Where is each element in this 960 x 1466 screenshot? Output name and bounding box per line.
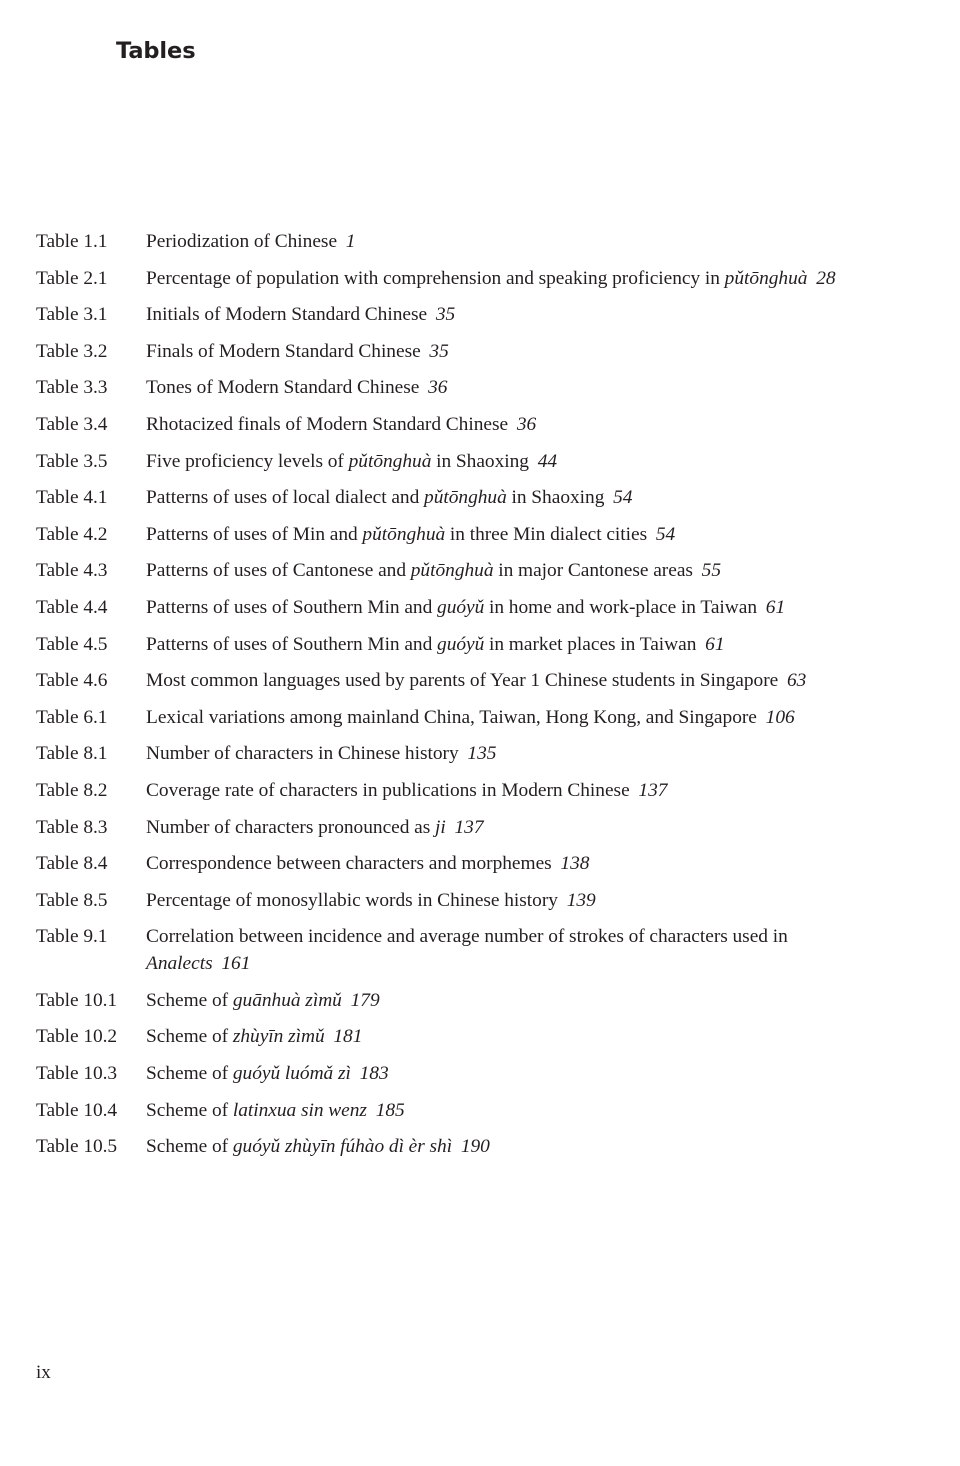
toc-term-roman: Patterns of uses of Cantonese and — [146, 560, 411, 582]
toc-entry-label: Table 8.5 — [36, 889, 108, 911]
toc-entry-description — [146, 228, 836, 255]
toc-term-roman: Correspondence between characters and morphemes — [146, 853, 552, 875]
toc-entry[interactable] — [36, 704, 836, 731]
toc-entry-description — [146, 1060, 836, 1087]
toc-entry-label: Table 3.1 — [36, 304, 108, 326]
toc-entry-page-number: 28 — [816, 267, 836, 289]
toc-entry-page-number: 54 — [655, 523, 676, 545]
toc-term-roman: Most common languages used by parents of Year 1 Chinese students in Singapore — [146, 670, 779, 692]
toc-entry[interactable] — [36, 338, 836, 365]
toc-term-italic: guóyǔ zhùyīn fúhào dì èr shì — [232, 1136, 453, 1158]
toc-term-italic: pǔtōnghuà — [410, 560, 494, 582]
toc-entry-page-number: 106 — [765, 706, 795, 728]
toc-entry-description — [146, 265, 836, 292]
toc-entry-label: Table 10.4 — [36, 1099, 118, 1121]
toc-entry-label: Table 8.1 — [36, 743, 108, 765]
toc-entry[interactable] — [36, 1023, 836, 1050]
toc-entry-page-number: 61 — [765, 596, 786, 618]
toc-entry-label: Table 9.1 — [36, 926, 108, 948]
toc-entry[interactable] — [36, 521, 836, 548]
toc-entry-page-number: 137 — [638, 779, 668, 801]
toc-entry-description — [146, 1133, 836, 1160]
page-title: Tables — [116, 38, 196, 64]
toc-term-roman: Number of characters in Chinese history — [146, 743, 459, 765]
toc-entry-label: Table 4.3 — [36, 560, 108, 582]
toc-term-roman: Scheme of — [146, 1026, 233, 1048]
toc-entry-label: Table 4.2 — [36, 523, 108, 545]
toc-entry-description — [146, 594, 836, 621]
toc-entry-description — [146, 338, 836, 365]
toc-term-italic: pǔtōnghuà — [348, 450, 432, 472]
toc-entry-page-number: 183 — [359, 1063, 389, 1085]
toc-entry-label: Table 3.5 — [36, 450, 108, 472]
toc-entry-label: Table 4.1 — [36, 487, 108, 509]
toc-entry-page-number: 55 — [701, 560, 722, 582]
toc-entry-label: Table 3.3 — [36, 377, 108, 399]
toc-term-roman: Patterns of uses of Southern Min and — [146, 596, 438, 618]
toc-entry-page-number: 161 — [221, 953, 251, 975]
toc-entry-description — [146, 887, 836, 914]
toc-entry-label: Table 4.5 — [36, 633, 108, 655]
toc-entry[interactable] — [36, 923, 836, 977]
toc-entry-description — [146, 987, 836, 1014]
toc-term-roman: in Shaoxing — [431, 450, 529, 472]
toc-entry[interactable] — [36, 301, 836, 328]
toc-entry[interactable] — [36, 594, 836, 621]
toc-term-roman: Percentage of population with comprehension and speaking proficiency in — [146, 267, 725, 289]
toc-entry[interactable] — [36, 631, 836, 658]
toc-term-roman: in home and work-place in Taiwan — [484, 596, 758, 618]
toc-term-italic: guóyǔ — [437, 596, 485, 618]
toc-entry-description — [146, 923, 836, 977]
toc-entry[interactable] — [36, 1060, 836, 1087]
toc-entry-page-number: 138 — [560, 853, 590, 875]
toc-entry[interactable] — [36, 887, 836, 914]
toc-term-roman: Tones of Modern Standard Chinese — [146, 377, 420, 399]
toc-entry-page-number: 135 — [467, 743, 497, 765]
toc-entry-description — [146, 631, 836, 658]
toc-entry[interactable] — [36, 228, 836, 255]
toc-entry[interactable] — [36, 850, 836, 877]
toc-entry-description — [146, 301, 836, 328]
toc-term-roman: Scheme of — [146, 989, 233, 1011]
toc-entry-page-number: 36 — [516, 413, 537, 435]
toc-term-roman: in market places in Taiwan — [484, 633, 697, 655]
toc-entry[interactable] — [36, 1133, 836, 1160]
toc-entry[interactable] — [36, 484, 836, 511]
toc-entry-page-number: 35 — [429, 340, 449, 362]
toc-entry-page-number: 185 — [375, 1099, 405, 1121]
toc-term-roman: Percentage of monosyllabic words in Chinese history — [146, 889, 558, 911]
toc-entry-description — [146, 704, 836, 731]
toc-entry-label: Table 8.2 — [36, 779, 108, 801]
toc-term-italic: ji — [435, 816, 446, 838]
toc-term-roman: Rhotacized finals of Modern Standard Chinese — [146, 413, 509, 435]
toc-entry[interactable] — [36, 814, 836, 841]
toc-entry-label: Table 10.1 — [36, 989, 118, 1011]
toc-term-roman: Coverage rate of characters in publications in Modern Chinese — [146, 779, 630, 801]
toc-entry[interactable] — [36, 987, 836, 1014]
toc-term-roman: in three Min dialect cities — [445, 523, 648, 545]
toc-entry-page-number: 179 — [350, 989, 380, 1011]
toc-term-italic: latinxua sin wenz — [232, 1099, 367, 1121]
toc-entry-page-number: 63 — [786, 670, 807, 692]
toc-term-roman: in Shaoxing — [506, 487, 605, 509]
toc-entry-label: Table 8.3 — [36, 816, 108, 838]
toc-term-roman: Number of characters pronounced as — [146, 816, 435, 838]
toc-entry-description — [146, 484, 836, 511]
toc-term-roman: Patterns of uses of Southern Min and — [146, 633, 438, 655]
toc-entry-label: Table 1.1 — [36, 231, 108, 252]
toc-term-roman: Scheme of — [146, 1063, 233, 1085]
toc-entry-label: Table 10.3 — [36, 1063, 118, 1085]
toc-term-roman: Periodization of Chinese — [146, 231, 338, 252]
toc-term-roman: Finals of Modern Standard Chinese — [146, 340, 421, 362]
toc-entry-label: Table 2.1 — [36, 267, 108, 289]
toc-term-italic: zhùyīn zìmǔ — [232, 1026, 325, 1048]
toc-entry-description — [146, 814, 836, 841]
toc-entry-label: Table 10.2 — [36, 1026, 118, 1048]
toc-entry[interactable] — [36, 411, 836, 438]
toc-term-roman: Patterns of uses of local dialect and — [146, 487, 425, 509]
toc-term-roman: Patterns of uses of Min and — [146, 523, 363, 545]
toc-entry-page-number: 190 — [460, 1136, 490, 1158]
toc-term-italic: pǔtōnghuà — [424, 487, 507, 509]
toc-entry-label: Table 8.4 — [36, 853, 108, 875]
toc-entry[interactable] — [36, 740, 836, 767]
list-of-tables — [36, 228, 836, 1170]
toc-term-italic: guānhuà zìmǔ — [232, 989, 342, 1011]
toc-entry-page-number: 181 — [333, 1026, 363, 1048]
toc-entry-description — [146, 1097, 836, 1124]
toc-entry[interactable] — [36, 265, 836, 292]
toc-entry-description — [146, 374, 836, 401]
toc-entry-description — [146, 557, 836, 584]
toc-entry-label: Table 10.5 — [36, 1136, 118, 1158]
toc-entry[interactable] — [36, 374, 836, 401]
toc-entry-label: Table 4.6 — [36, 670, 108, 692]
toc-entry-page-number: 44 — [537, 450, 558, 472]
toc-term-italic: Analects — [146, 953, 213, 975]
toc-entry-label: Table 4.4 — [36, 596, 108, 618]
toc-term-roman: Five proficiency levels of — [146, 450, 349, 472]
toc-entry-page-number: 139 — [566, 889, 596, 911]
toc-term-roman: Correlation between incidence and average number of strokes of characters used in — [146, 926, 788, 948]
toc-entry-description — [146, 740, 836, 767]
page-folio: ix — [36, 1362, 51, 1383]
toc-entry-page-number: 61 — [705, 633, 725, 655]
toc-entry-page-number: 137 — [454, 816, 484, 838]
toc-term-italic: pǔtōnghuà — [362, 523, 446, 545]
toc-entry[interactable] — [36, 1097, 836, 1124]
toc-term-roman: Initials of Modern Standard Chinese — [146, 304, 428, 326]
toc-term-roman: Scheme of — [146, 1099, 233, 1121]
toc-term-italic: pǔtōnghuà — [724, 267, 808, 289]
toc-entry-description — [146, 411, 836, 438]
toc-entry[interactable] — [36, 667, 836, 694]
toc-entry-page-number: 36 — [428, 377, 448, 399]
toc-entry-page-number: 54 — [613, 487, 633, 509]
toc-entry-label: Table 6.1 — [36, 706, 108, 728]
toc-term-roman: Scheme of — [146, 1136, 233, 1158]
toc-entry-description — [146, 1023, 836, 1050]
toc-entry-page-number: 1 — [345, 231, 356, 252]
toc-entry-description — [146, 850, 836, 877]
toc-term-roman: Lexical variations among mainland China, Taiwan, Hong Kong, and Singapore — [146, 706, 757, 728]
toc-term-italic: guóyǔ luómǎ zì — [232, 1063, 351, 1085]
toc-entry-description — [146, 667, 836, 694]
toc-entry[interactable] — [36, 557, 836, 584]
toc-entry-description — [146, 448, 836, 475]
toc-entry-description — [146, 521, 836, 548]
toc-term-italic: guóyǔ — [437, 633, 485, 655]
toc-entry-description — [146, 777, 836, 804]
toc-entry-page-number: 35 — [435, 304, 456, 326]
toc-entry[interactable] — [36, 777, 836, 804]
toc-term-roman: in major Cantonese areas — [493, 560, 693, 582]
toc-entry[interactable] — [36, 448, 836, 475]
toc-entry-label: Table 3.4 — [36, 413, 108, 435]
toc-entry-label: Table 3.2 — [36, 340, 108, 362]
